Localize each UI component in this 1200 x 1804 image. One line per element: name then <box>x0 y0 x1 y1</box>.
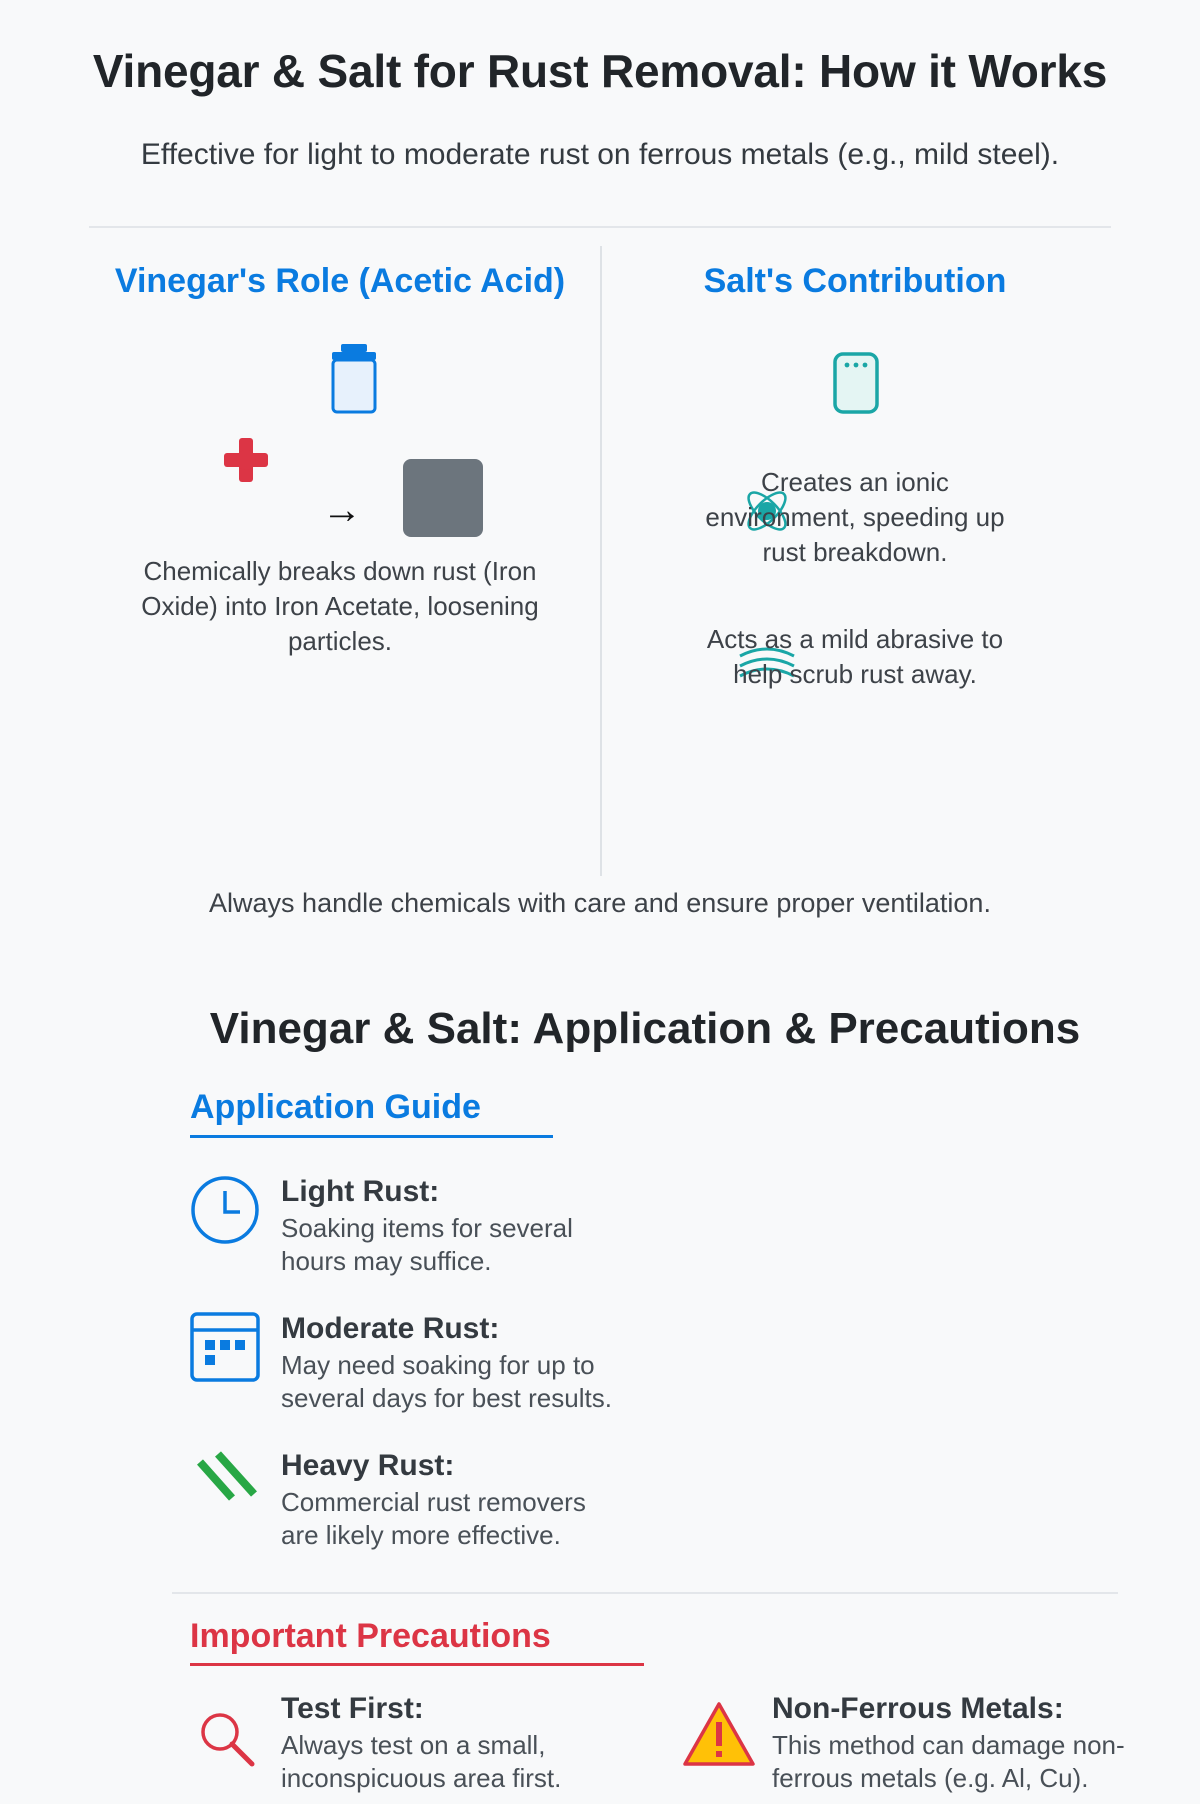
warning-icon <box>682 1700 756 1768</box>
light-rust-title: Light Rust: <box>281 1175 440 1208</box>
clock-icon <box>190 1175 260 1245</box>
brush-icon <box>196 1448 260 1504</box>
calendar-icon <box>190 1312 260 1382</box>
salt-shaker-icon <box>831 350 881 416</box>
section-divider <box>172 1592 1118 1594</box>
salt-heading: Salt's Contribution <box>703 262 1007 300</box>
salt-point-ionic: Creates an ionic environment, speeding up rust breakdown. <box>705 467 1005 567</box>
safety-footnote: Always handle chemicals with care and ensure proper ventilation. <box>209 888 991 918</box>
test-first-text: Always test on a small, inconspicuous area first. <box>281 1730 562 1793</box>
heavy-rust-title: Heavy Rust: <box>281 1449 455 1482</box>
vinegar-heading: Vinegar's Role (Acetic Acid) <box>114 262 566 300</box>
precautions-heading: Important Precautions <box>190 1617 551 1655</box>
non-ferrous-title: Non-Ferrous Metals: <box>772 1692 1064 1725</box>
non-ferrous-text: This method can damage non-ferrous metals (e.g. Al, Cu). <box>772 1730 1125 1793</box>
plus-molecule-icon <box>220 434 272 486</box>
precautions-underline <box>190 1663 644 1666</box>
test-first-title: Test First: <box>281 1692 424 1725</box>
application-guide-heading: Application Guide <box>190 1088 481 1126</box>
page-title: Vinegar & Salt for Rust Removal: How it Works <box>92 45 1108 97</box>
moderate-rust-title: Moderate Rust: <box>281 1312 500 1345</box>
column-divider <box>600 246 602 876</box>
bottle-icon <box>326 340 382 418</box>
heavy-rust-text: Commercial rust removers are likely more effective. <box>281 1487 586 1550</box>
salt-point-abrasive: Acts as a mild abrasive to help scrub rust away. <box>706 624 1004 689</box>
reaction-arrow: → <box>322 488 362 532</box>
rust-block-icon <box>402 458 484 538</box>
moderate-rust-text: May need soaking for up to several days for best results. <box>281 1350 612 1413</box>
section2-title: Vinegar & Salt: Application & Precautions <box>209 1004 1081 1053</box>
top-divider <box>89 226 1111 228</box>
vinegar-description: Chemically breaks down rust (Iron Oxide) into Iron Acetate, loosening particles. <box>141 556 539 656</box>
light-rust-text: Soaking items for several hours may suffice. <box>281 1213 573 1276</box>
magnifier-icon <box>196 1708 258 1770</box>
application-guide-underline <box>190 1135 553 1138</box>
page-subtitle: Effective for light to moderate rust on ferrous metals (e.g., mild steel). <box>140 138 1060 171</box>
